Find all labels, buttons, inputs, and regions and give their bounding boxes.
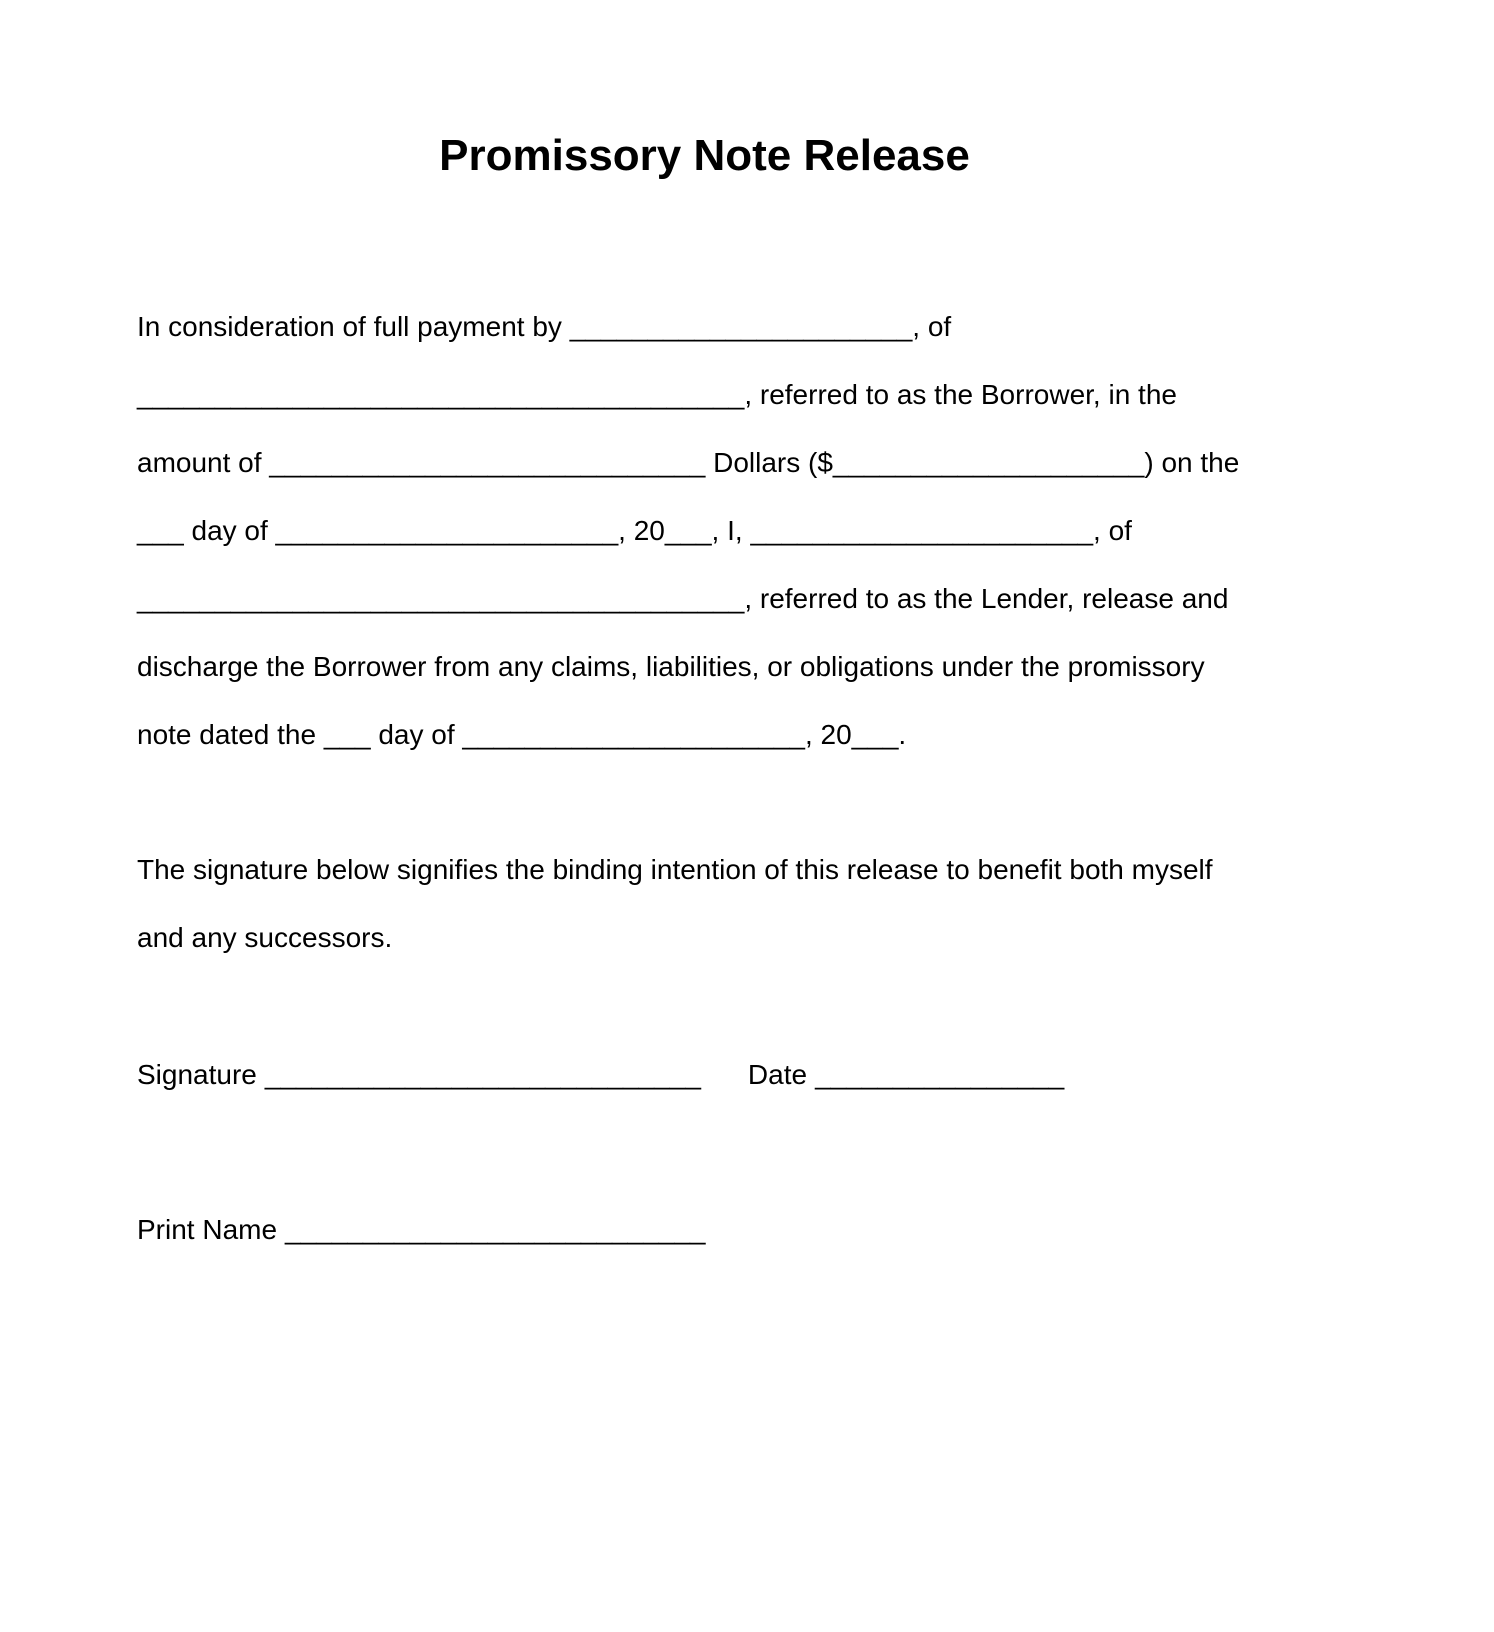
print-name-row — [137, 1196, 1272, 1264]
signature-blank-line: ____________________________ — [264, 1059, 701, 1090]
intent-paragraph — [137, 836, 1272, 972]
release-paragraph — [137, 293, 1272, 769]
date-blank-line: ________________ — [815, 1059, 1065, 1090]
release-paragraph-line: _______________________________________, referred to as the Borrower, in the — [137, 379, 1177, 410]
release-paragraph-line: ___ day of ______________________, 20___, I, ______________________, of — [137, 515, 1132, 546]
print-name-blank-line: ___________________________ — [285, 1214, 706, 1245]
signature-label: Signature — [137, 1059, 257, 1090]
print-name-label: Print Name — [137, 1214, 278, 1245]
intent-paragraph-line: and any successors. — [137, 922, 393, 953]
release-paragraph-line: note dated the ___ day of ______________________, 20___. — [137, 719, 907, 750]
release-paragraph-line: discharge the Borrower from any claims, liabilities, or obligations under the promissory — [137, 651, 1205, 682]
intent-paragraph-line: The signature below signifies the binding intention of this release to benefit both myself — [137, 854, 1213, 885]
release-paragraph-line: _______________________________________, referred to as the Lender, release and — [137, 583, 1229, 614]
release-paragraph-line: In consideration of full payment by ______________________, of — [137, 311, 952, 342]
page-title: Promissory Note Release — [439, 131, 970, 180]
release-paragraph-line: amount of ____________________________ Dollars ($____________________) on the — [137, 447, 1240, 478]
date-label: Date — [747, 1059, 808, 1090]
signature-date-row — [137, 1041, 1272, 1109]
